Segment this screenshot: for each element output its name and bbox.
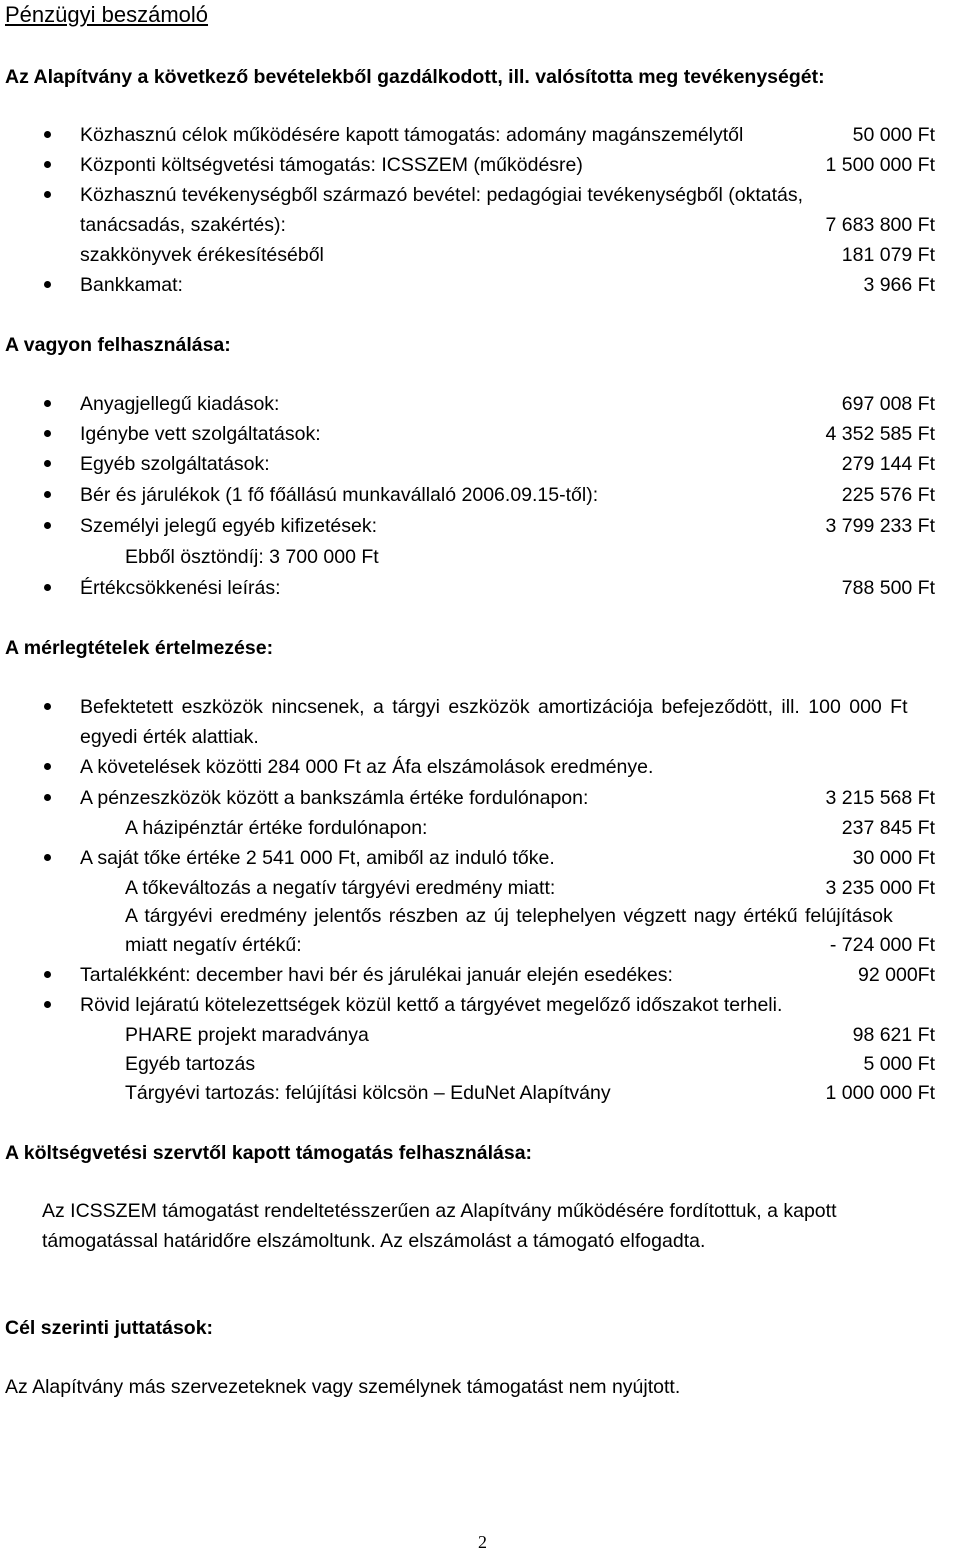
expense-item-amount: 4 352 585 Ft (825, 423, 935, 445)
liability-amount: 98 621 Ft (852, 1024, 935, 1046)
income-item-label: Bankkamat: (80, 274, 183, 296)
income-item-label-cont: tanácsadás, szakértés): (80, 214, 286, 236)
grants-heading: Cél szerinti juttatások: (5, 1317, 214, 1339)
bullet-icon (44, 460, 51, 467)
bullet-icon (44, 281, 51, 288)
income-item-amount: 50 000 Ft (852, 124, 935, 146)
bullet-icon (44, 491, 51, 498)
balance-amount: 30 000 Ft (852, 847, 935, 869)
expense-item-label: Személyi jelegű egyéb kifizetések: (80, 515, 377, 537)
balance-text: A tárgyévi eredmény jelentős részben az új telephelyen végzett nagy értékű felújítások (125, 905, 893, 927)
liability-label: Egyéb tartozás (125, 1053, 256, 1075)
bullet-icon (44, 430, 51, 437)
budget-text: támogatással határidőre elszámoltunk. Az elszámolást a támogató elfogadta. (42, 1230, 706, 1252)
bullet-icon (44, 1001, 51, 1008)
expense-item-label: Anyagjellegű kiadások: (80, 393, 280, 415)
income-item-amount: 3 966 Ft (863, 274, 935, 296)
liability-amount: 5 000 Ft (863, 1053, 935, 1075)
expense-item-label: Igénybe vett szolgáltatások: (80, 423, 321, 445)
balance-heading: A mérlegtételek értelmezése: (5, 637, 274, 659)
bullet-icon (44, 703, 51, 710)
balance-label: A tőkeváltozás a negatív tárgyévi eredmény miatt: (125, 877, 556, 899)
budget-heading: A költségvetési szervtől kapott támogatás felhasználása: (5, 1142, 533, 1164)
income-item-label: Közhasznú tevékenységből származó bevétel: pedagógiai tevékenységből (oktatás, (80, 184, 804, 206)
expense-item-amount: 3 799 233 Ft (825, 515, 935, 537)
expense-item-label: Egyéb szolgáltatások: (80, 453, 270, 475)
bullet-icon (44, 854, 51, 861)
bullet-icon (44, 400, 51, 407)
balance-amount: 3 215 568 Ft (825, 787, 935, 809)
page-title: Pénzügyi beszámoló (5, 2, 209, 27)
balance-amount: 3 235 000 Ft (825, 877, 935, 899)
bullet-icon (44, 763, 51, 770)
balance-label: miatt negatív értékű: (125, 934, 302, 956)
liability-label: Tárgyévi tartozás: felújítási kölcsön – EduNet Alapítvány (125, 1082, 611, 1104)
bullet-icon (44, 584, 51, 591)
expenses-heading: A vagyon felhasználása: (5, 334, 231, 356)
liability-label: PHARE projekt maradványa (125, 1024, 369, 1046)
grants-text: Az Alapítvány más szervezeteknek vagy személynek támogatást nem nyújtott. (5, 1376, 681, 1398)
bullet-icon (44, 522, 51, 529)
expense-item-amount: 279 144 Ft (841, 453, 935, 475)
balance-text: Befektetett eszközök nincsenek, a tárgyi eszközök amortizációja befejeződött, ill. 100 000 Ft (80, 696, 908, 718)
balance-text: Rövid lejáratú kötelezettségek közül kettő a tárgyévet megelőző időszakot terheli. (80, 994, 783, 1016)
liability-amount: 1 000 000 Ft (825, 1082, 935, 1104)
income-item-label: Közhasznú célok működésére kapott támogatás: adomány magánszemélytől (80, 124, 744, 146)
expense-item-label: Értékcsökkenési leírás: (80, 577, 281, 599)
expense-item-label: Bér és járulékok (1 fő főállású munkavállaló 2006.09.15-től): (80, 484, 599, 506)
balance-label: A házipénztár értéke fordulónapon: (125, 817, 428, 839)
bullet-icon (44, 971, 51, 978)
income-item-amount: 1 500 000 Ft (825, 154, 935, 176)
bullet-icon (44, 794, 51, 801)
income-item-label: Központi költségvetési támogatás: ICSSZEM (működésre) (80, 154, 583, 176)
income-item-amount: 7 683 800 Ft (825, 214, 935, 236)
balance-text: A követelések közötti 284 000 Ft az Áfa elszámolások eredménye. (80, 756, 654, 778)
balance-amount: 237 845 Ft (841, 817, 935, 839)
bullet-icon (44, 131, 51, 138)
balance-amount: 92 000Ft (858, 964, 935, 986)
page-number: 2 (478, 1532, 487, 1552)
expense-item-sub: Ebből ösztöndíj: 3 700 000 Ft (125, 546, 379, 568)
balance-amount: - 724 000 Ft (829, 934, 935, 956)
balance-label: A saját tőke értéke 2 541 000 Ft, amiből az induló tőke. (80, 847, 555, 869)
income-item-amount: 181 079 Ft (841, 244, 935, 266)
balance-label: A pénzeszközök között a bankszámla értéke fordulónapon: (80, 787, 589, 809)
bullet-icon (44, 191, 51, 198)
income-heading: Az Alapítvány a következő bevételekből gazdálkodott, ill. valósította meg tevékenységét: (5, 66, 825, 88)
expense-item-amount: 697 008 Ft (841, 393, 935, 415)
bullet-icon (44, 161, 51, 168)
expense-item-amount: 788 500 Ft (841, 577, 935, 599)
budget-text: Az ICSSZEM támogatást rendeltetésszerűen az Alapítvány működésére fordítottuk, a kapott (42, 1200, 837, 1222)
balance-label: Tartalékként: december havi bér és járulékai január elején esedékes: (80, 964, 673, 986)
expense-item-amount: 225 576 Ft (841, 484, 935, 506)
balance-text: egyedi érték alattiak. (80, 726, 259, 748)
income-item-label: szakkönyvek érékesítéséből (80, 244, 324, 266)
